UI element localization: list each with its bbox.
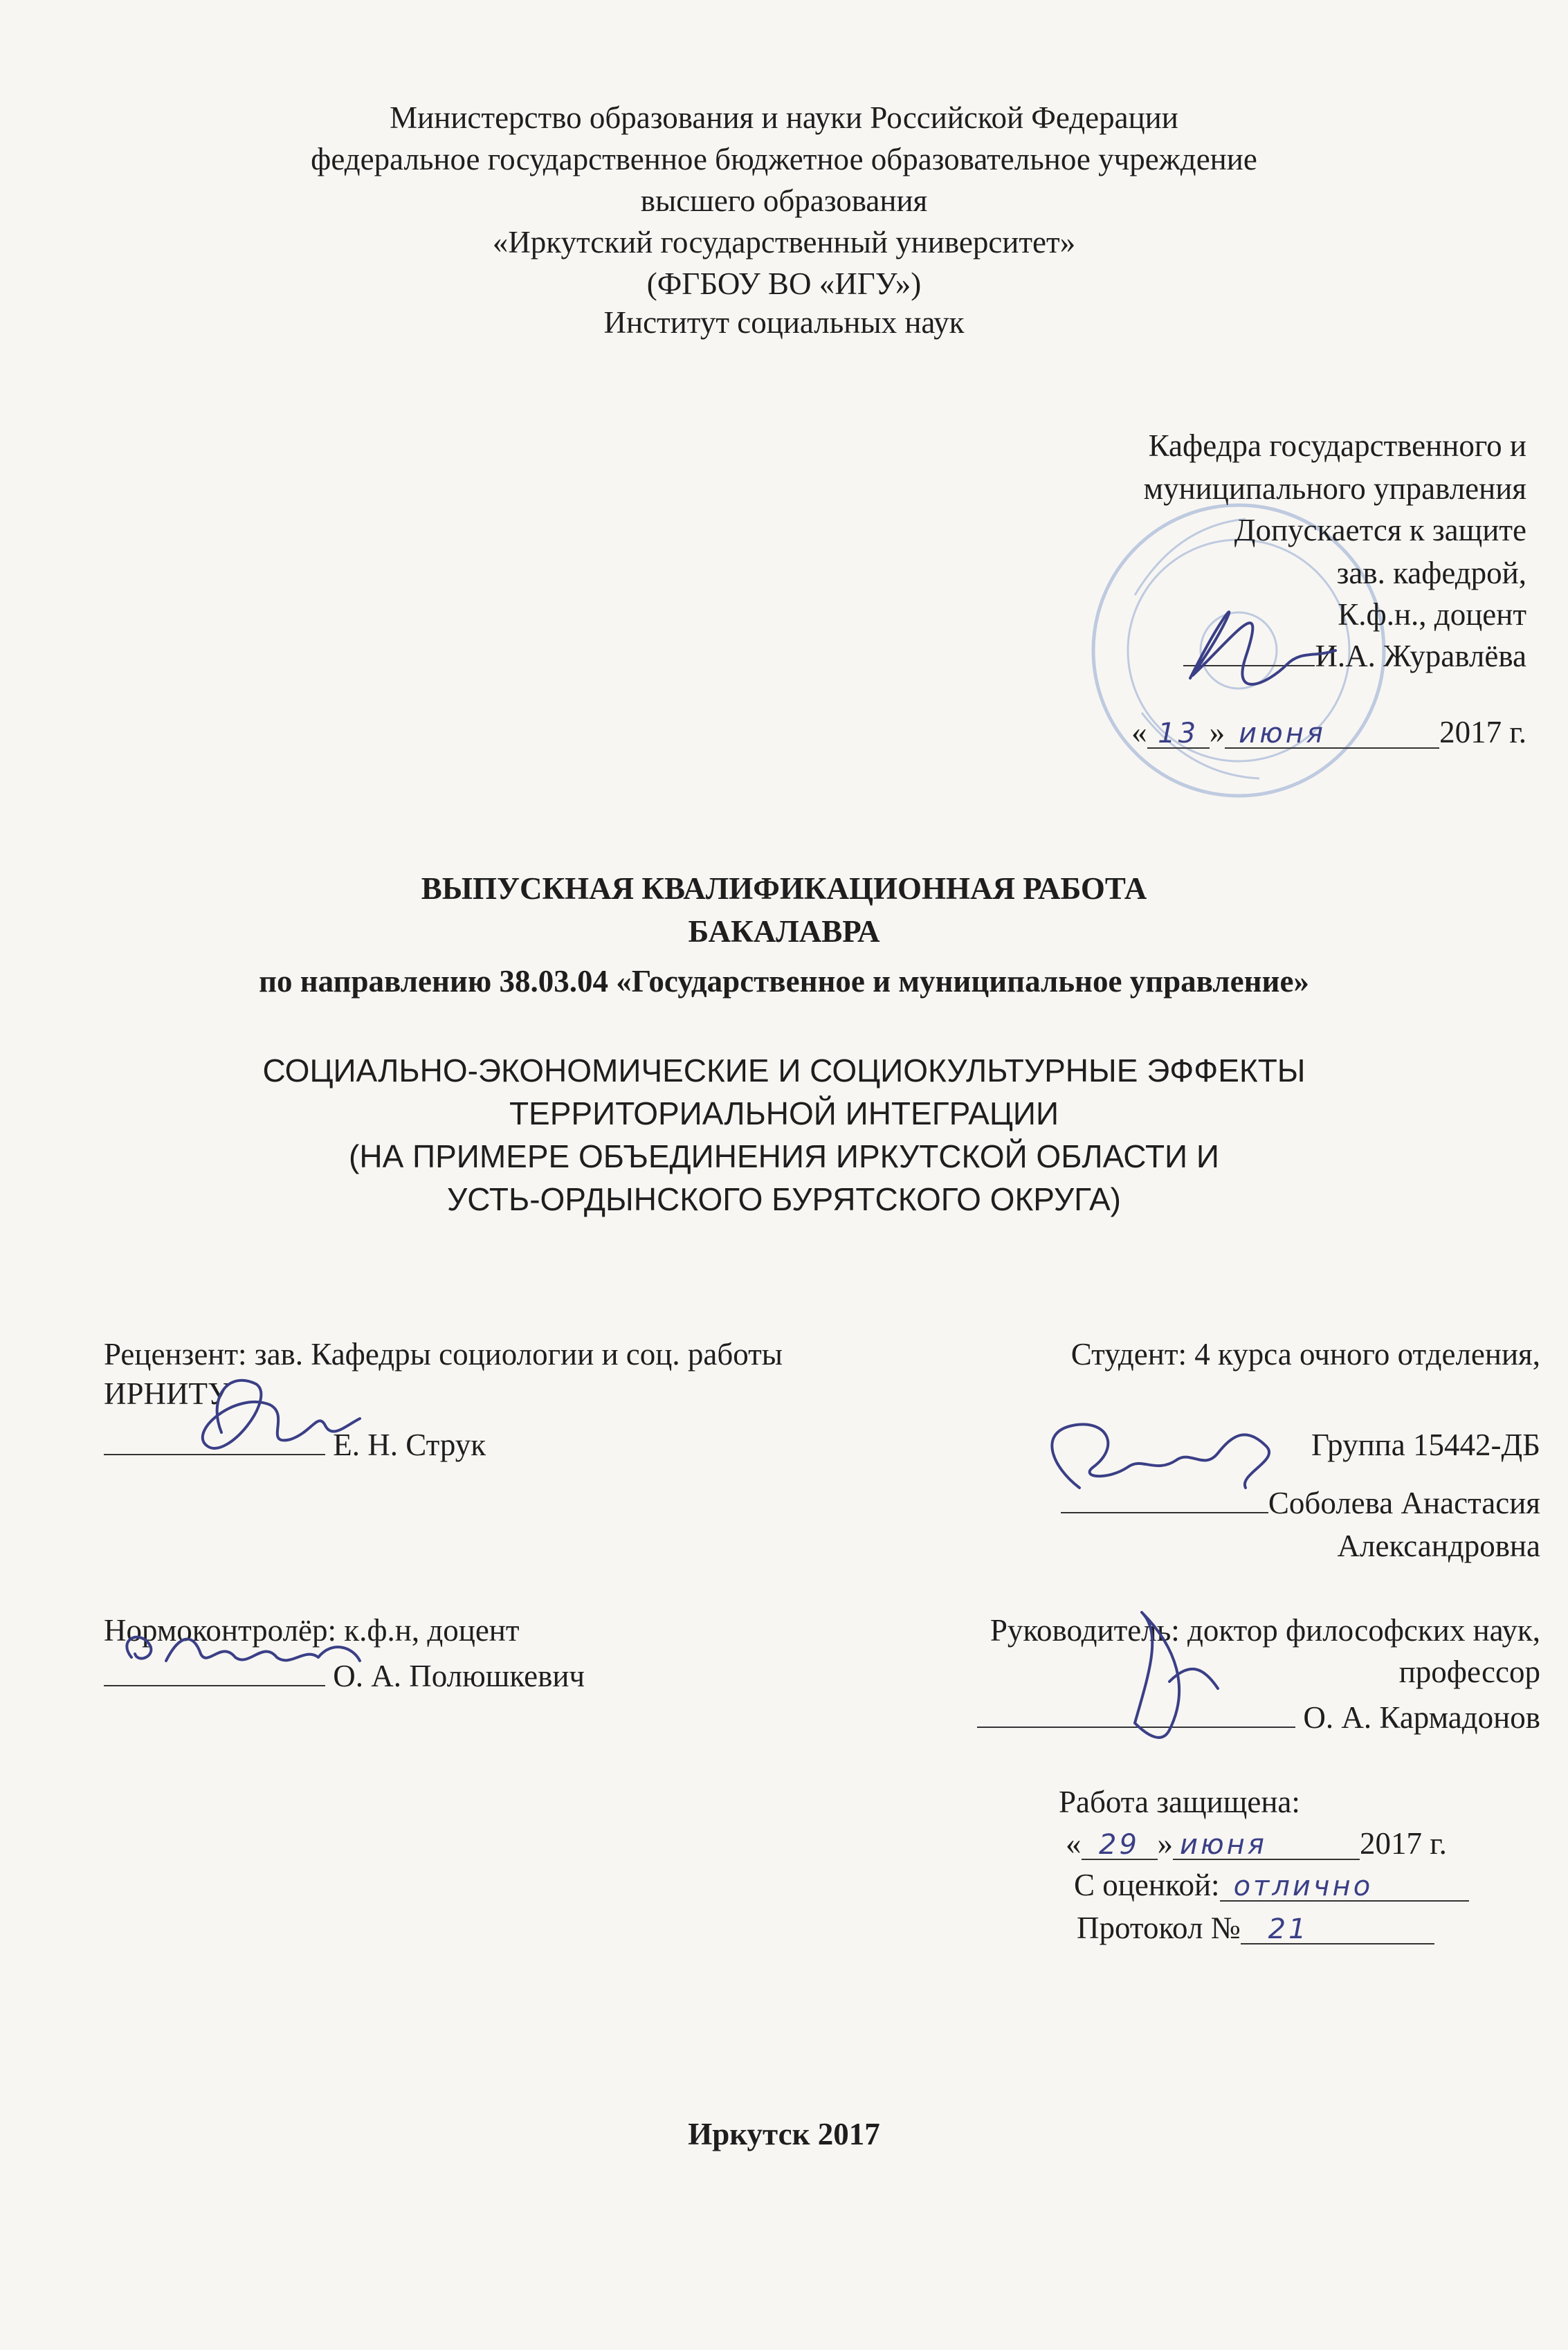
student-signature <box>1052 1424 1269 1488</box>
supervisor-line-2: профессор <box>1398 1655 1540 1689</box>
protocol-value: 21 <box>1241 1915 1434 1944</box>
date-open-quote: « <box>1131 715 1147 749</box>
student-line-1: Студент: 4 курса очного отделения, <box>1070 1337 1540 1372</box>
admitted-line: Допускается к защите <box>1234 513 1526 547</box>
ministry-line: Министерство образования и науки Российской Федерации <box>390 100 1178 135</box>
reviewer-signature-row <box>104 1430 486 1461</box>
defense-month: июня <box>1173 1831 1360 1860</box>
work-type-title: ВЫПУСКНАЯ КВАЛИФИКАЦИОННАЯ РАБОТА <box>421 871 1147 906</box>
approval-month: июня <box>1225 720 1439 749</box>
normcontrol-signature-blank <box>104 1685 325 1686</box>
department-line-2: муниципального управления <box>1143 471 1526 506</box>
reviewer-signature-blank <box>104 1454 325 1455</box>
head-degree-line: К.ф.н., доцент <box>1338 597 1526 632</box>
reviewer-name: Е. Н. Струк <box>333 1428 486 1462</box>
grade-row <box>1074 1870 1469 1902</box>
approval-day: 13 <box>1147 720 1210 749</box>
supervisor-name: О. А. Кармадонов <box>1303 1700 1540 1735</box>
supervisor-line-1: Руководитель: доктор философских наук, <box>990 1613 1540 1648</box>
institute-line: Институт социальных наук <box>603 305 965 340</box>
supervisor-signature-blank <box>977 1727 1295 1728</box>
protocol-label: Протокол № <box>1077 1911 1241 1945</box>
head-signature-row <box>1183 641 1526 672</box>
approval-date-row <box>1131 717 1526 749</box>
defense-date-open-quote: « <box>1066 1826 1082 1861</box>
approval-year: 2017 г. <box>1439 715 1526 749</box>
normcontrol-signature-row <box>104 1661 585 1692</box>
defense-year: 2017 г. <box>1360 1826 1447 1861</box>
head-of-department-line: зав. кафедрой, <box>1336 556 1526 590</box>
normcontrol-line-1: Нормоконтролёр: к.ф.н, доцент <box>104 1613 520 1648</box>
topic-line-2: ТЕРРИТОРИАЛЬНОЙ ИНТЕГРАЦИИ <box>509 1095 1059 1131</box>
reviewer-line-1: Рецензент: зав. Кафедры социологии и соц. работы <box>104 1337 783 1372</box>
institution-type-line: федеральное государственное бюджетное образовательное учреждение <box>311 142 1257 176</box>
university-abbr-line: (ФГБОУ ВО «ИГУ») <box>646 266 922 301</box>
university-name-line: «Иркутский государственный университет» <box>492 225 1076 259</box>
grade-label: С оценкой: <box>1074 1868 1220 1902</box>
defense-day: 29 <box>1082 1831 1158 1860</box>
degree-title: БАКАЛАВРА <box>688 914 880 949</box>
grade-value: отлично <box>1220 1873 1469 1902</box>
topic-line-3: (НА ПРИМЕРЕ ОБЪЕДИНЕНИЯ ИРКУТСКОЙ ОБЛАСТИ И <box>349 1138 1219 1174</box>
defense-date-close-quote: » <box>1157 1826 1173 1861</box>
student-group: Группа 15442-ДБ <box>1311 1428 1540 1462</box>
topic-line-1: СОЦИАЛЬНО-ЭКОНОМИЧЕСКИЕ И СОЦИОКУЛЬТУРНЫЕ ЭФФЕКТЫ <box>262 1053 1306 1089</box>
reviewer-line-2: ИРНИТУ <box>104 1376 230 1411</box>
student-name-2: Александровна <box>1337 1529 1540 1563</box>
defense-date-row <box>1066 1828 1447 1860</box>
protocol-row <box>1077 1913 1434 1944</box>
education-level-line: высшего образования <box>640 183 928 218</box>
city-year: Иркутск 2017 <box>688 2117 880 2151</box>
head-name: И.А. Журавлёва <box>1315 639 1526 673</box>
signature-blank <box>1183 665 1315 666</box>
department-line-1: Кафедра государственного и <box>1148 428 1526 463</box>
student-signature-blank <box>1061 1512 1268 1513</box>
student-signature-row <box>1061 1488 1540 1519</box>
topic-line-4: УСТЬ-ОРДЫНСКОГО БУРЯТСКОГО ОКРУГА) <box>447 1181 1121 1217</box>
student-name-1: Соболева Анастасия <box>1268 1486 1540 1520</box>
normcontrol-name: О. А. Полюшкевич <box>333 1659 585 1693</box>
date-close-quote: » <box>1209 715 1225 749</box>
direction-title: по направлению 38.03.04 «Государственное и муниципальное управление» <box>259 964 1309 999</box>
defense-label: Работа защищена: <box>1059 1785 1300 1819</box>
supervisor-signature-row <box>977 1702 1540 1733</box>
